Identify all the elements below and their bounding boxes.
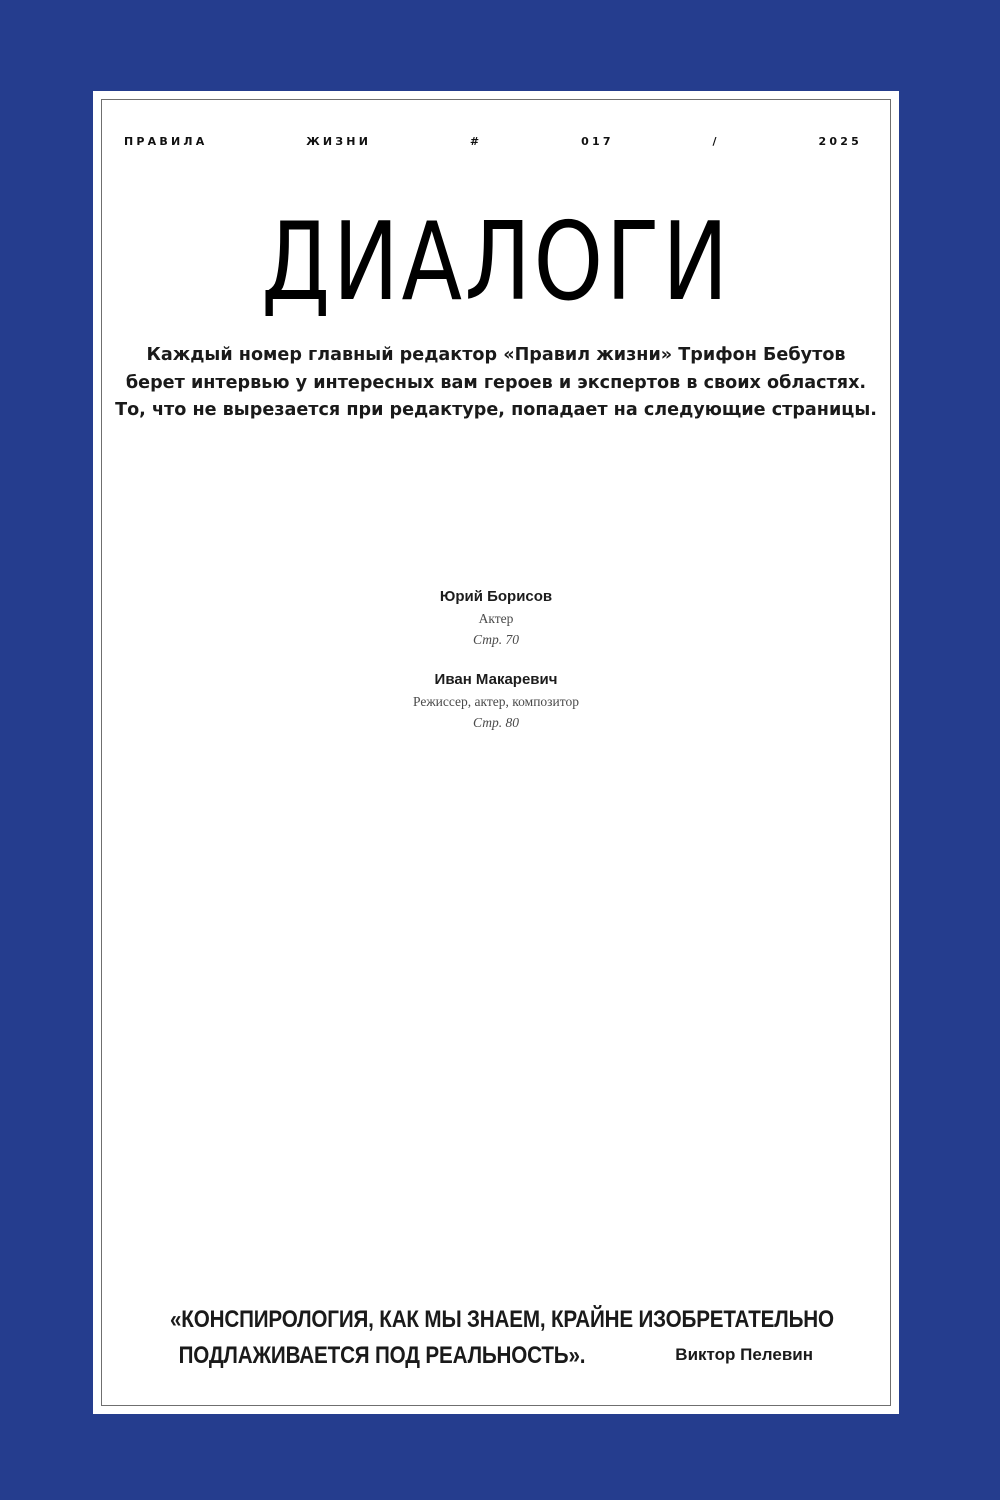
page-title: ДИАЛОГИ	[261, 200, 731, 325]
intro-line: Каждый номер главный редактор «Правил жизни» Трифон Бебутов	[146, 345, 846, 365]
quote-author: Виктор Пелевин	[675, 1345, 813, 1364]
contents-entry[interactable]	[93, 586, 899, 650]
issue-header	[124, 133, 862, 149]
entry-page: Стр. 80	[473, 715, 519, 730]
header-magazine-word-2: ЖИЗНИ	[306, 134, 372, 148]
contents-entry[interactable]	[93, 669, 899, 733]
quote-line: ПОДЛАЖИВАЕТСЯ ПОД РЕАЛЬНОСТЬ».	[178, 1342, 586, 1369]
entry-name: Юрий Борисов	[439, 588, 553, 605]
magazine-page	[93, 91, 899, 1414]
header-magazine-word-1: ПРАВИЛА	[124, 134, 208, 148]
intro-line: берет интервью у интересных вам героев и экспертов в своих областях.	[125, 372, 867, 393]
entry-role: Актер	[478, 611, 514, 626]
intro-line: То, что не вырезается при редактуре, попадает на следующие страницы.	[115, 400, 877, 420]
header-slash: /	[712, 134, 720, 148]
quote-line: «КОНСПИРОЛОГИЯ, КАК МЫ ЗНАЕМ, КРАЙНЕ ИЗОБРЕТАТЕЛЬНО	[170, 1306, 834, 1333]
entry-role: Режиссер, актер, композитор	[413, 694, 579, 709]
pull-quote	[170, 1302, 942, 1374]
contents-list	[93, 586, 899, 752]
entry-page: Стр. 70	[473, 632, 519, 647]
header-year: 2025	[818, 134, 862, 148]
intro-paragraph	[113, 342, 879, 425]
entry-name: Иван Макаревич	[434, 671, 558, 688]
header-issue-number: 017	[581, 134, 614, 148]
header-hash: #	[469, 134, 483, 148]
